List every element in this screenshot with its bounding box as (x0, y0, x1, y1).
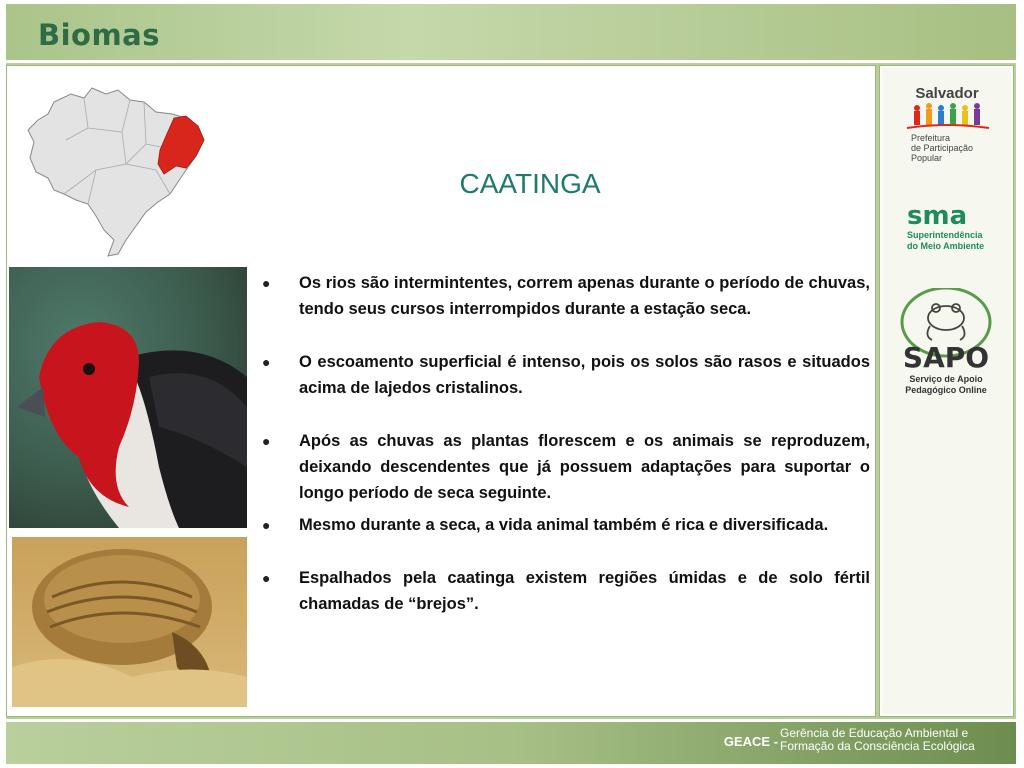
bullet-dot: ● (262, 354, 271, 370)
brazil-outline (28, 88, 204, 256)
bullet-dot: ● (262, 275, 271, 291)
slide-title: CAATINGA (459, 168, 601, 199)
bullet-item (258, 349, 870, 401)
sapo-logo (896, 288, 996, 400)
people-icon (907, 103, 989, 128)
header-title: Biomas (38, 18, 161, 52)
bullet-dot: ● (262, 570, 271, 586)
bullet-dot: ● (262, 433, 271, 449)
bullet-dot: ● (262, 517, 271, 533)
salvador-logo-line2: de Participação (911, 143, 974, 153)
salvador-logo (897, 84, 997, 168)
sma-logo-name: sma (907, 201, 968, 231)
salvador-logo-name: Salvador (915, 85, 979, 102)
bullet-item (258, 428, 870, 506)
sma-logo (903, 200, 993, 260)
bullet-list (258, 270, 870, 617)
header-bar (6, 4, 1016, 60)
bullet-text: Espalhados pela caatinga existem regiões úmidas e de solo fértil chamadas de “brejos”. (299, 569, 870, 613)
footer-bar (6, 722, 1016, 764)
bullet-text: Mesmo durante a seca, a vida animal também é rica e diversificada. (299, 516, 829, 534)
bullet-text: Após as chuvas as plantas florescem e os animais se reproduzem, deixando descendentes que já possuem adaptações para suportar o longo período de seca seguinte. (299, 432, 870, 502)
bird-photo (9, 267, 247, 528)
footer-description (780, 727, 990, 753)
frog-icon (927, 304, 964, 340)
bullet-text: O escoamento superficial é intenso, pois os solos são rasos e situados acima de lajedos cristalinos. (299, 353, 870, 397)
sapo-logo-name: SAPO (902, 341, 990, 374)
salvador-logo-line3: Popular (911, 153, 943, 163)
sma-logo-line2: do Meio Ambiente (907, 241, 985, 251)
sapo-logo-line2: Pedagógico Online (905, 385, 987, 395)
sma-logo-line1: Superintendência (907, 230, 983, 240)
bullet-item (258, 270, 870, 322)
bullet-item (258, 512, 870, 538)
footer-line-2: Formação da Consciência Ecológica (780, 739, 975, 753)
footer-label: GEACE - (723, 734, 778, 749)
armadillo-photo (12, 537, 247, 707)
sapo-logo-line1: Serviço de Apoio (909, 374, 983, 384)
bullet-text: Os rios são intermintentes, correm apenas durante o período de chuvas, tendo seus cursos interrompidos durante a estação seca. (299, 274, 870, 318)
salvador-logo-line1: Prefeitura (911, 133, 951, 143)
brazil-map (26, 84, 208, 262)
bullet-item (258, 565, 870, 617)
footer-line-1: Gerência de Educação Ambiental e (780, 726, 969, 740)
